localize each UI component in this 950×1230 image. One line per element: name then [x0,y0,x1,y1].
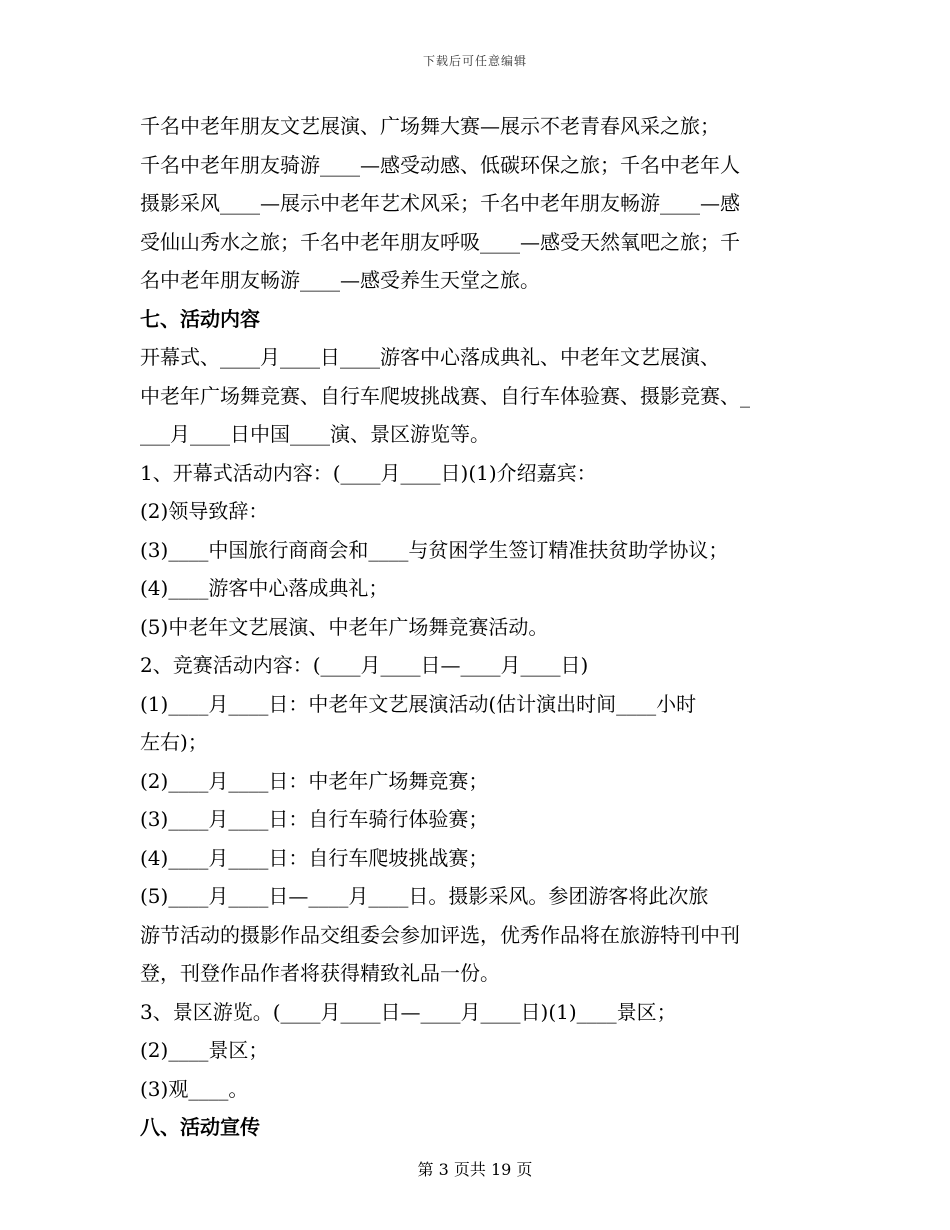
section-7-line-3: ___月____日中国____演、景区游览等。 [140,422,490,446]
opening-item-3: (3)____中国旅行商商会和____与贫困学生签订精准扶贫助学协议； [140,537,729,562]
scenic-item-3: (3)观____。 [140,1076,249,1101]
section-7-line-1: 开幕式、____月____日____游客中心落成典礼、中老年文艺展演、 [140,345,720,369]
section-8-heading: 八、活动宣传 [140,1115,260,1139]
opening-item-4: (4)____游客中心落成典礼； [140,576,389,600]
competition-title: 2、竞赛活动内容：(____月____日—____月____日) [140,653,589,677]
page-footer: 第 3 页共 19 页 [417,1160,533,1179]
competition-item-4: (4)____月____日：自行车爬坡挑战赛； [140,845,489,870]
page-header: 下载后可任意编辑 [422,54,527,68]
competition-item-1-line-2: 左右)； [140,730,208,754]
competition-item-3: (3)____月____日：自行车骑行体验赛； [140,807,489,831]
document-body [140,107,820,1147]
opening-item-5: (5)中老年文艺展演、中老年广场舞竞赛活动。 [140,614,549,639]
intro-line-4: 受仙山秀水之旅；千名中老年朋友呼吸____—感受天然氧吧之旅；千 [140,229,740,254]
intro-line-3: 摄影采风____—展示中老年艺术风采；千名中老年朋友畅游____—感 [140,191,740,215]
competition-item-2: (2)____月____日：中老年广场舞竞赛； [140,768,489,793]
scenic-title: 3、景区游览。(____月____日—____月____日)(1)____景区； [140,999,677,1024]
competition-item-5-line-2: 游节活动的摄影作品交组委会参加评选，优秀作品将在旅游特刊中刊 [140,922,740,947]
opening-title: 1、开幕式活动内容：(____月____日)(1)介绍嘉宾： [140,460,597,485]
section-7-line-2: 中老年广场舞竞赛、自行车爬坡挑战赛、自行车体验赛、摄影竞赛、_ [140,383,750,408]
scenic-item-2: (2)____景区； [140,1038,269,1062]
intro-line-2: 千名中老年朋友骑游____—感受动感、低碳环保之旅；千名中老年人 [140,152,740,177]
intro-line-5: 名中老年朋友畅游____—感受养生天堂之旅。 [140,268,540,292]
opening-item-2: (2)领导致辞： [140,499,269,523]
competition-item-5-line-3: 登，刊登作品作者将获得精致礼品一份。 [140,961,500,985]
intro-line-1: 千名中老年朋友文艺展演、广场舞大赛—展示不老青春风采之旅； [140,114,720,138]
section-7-heading: 七、活动内容 [140,306,260,331]
competition-item-1-line-1: (1)____月____日：中老年文艺展演活动(估计演出时间____小时 [140,691,697,716]
competition-item-5-line-1: (5)____月____日—____月____日。摄影采风。参团游客将此次旅 [140,884,709,908]
